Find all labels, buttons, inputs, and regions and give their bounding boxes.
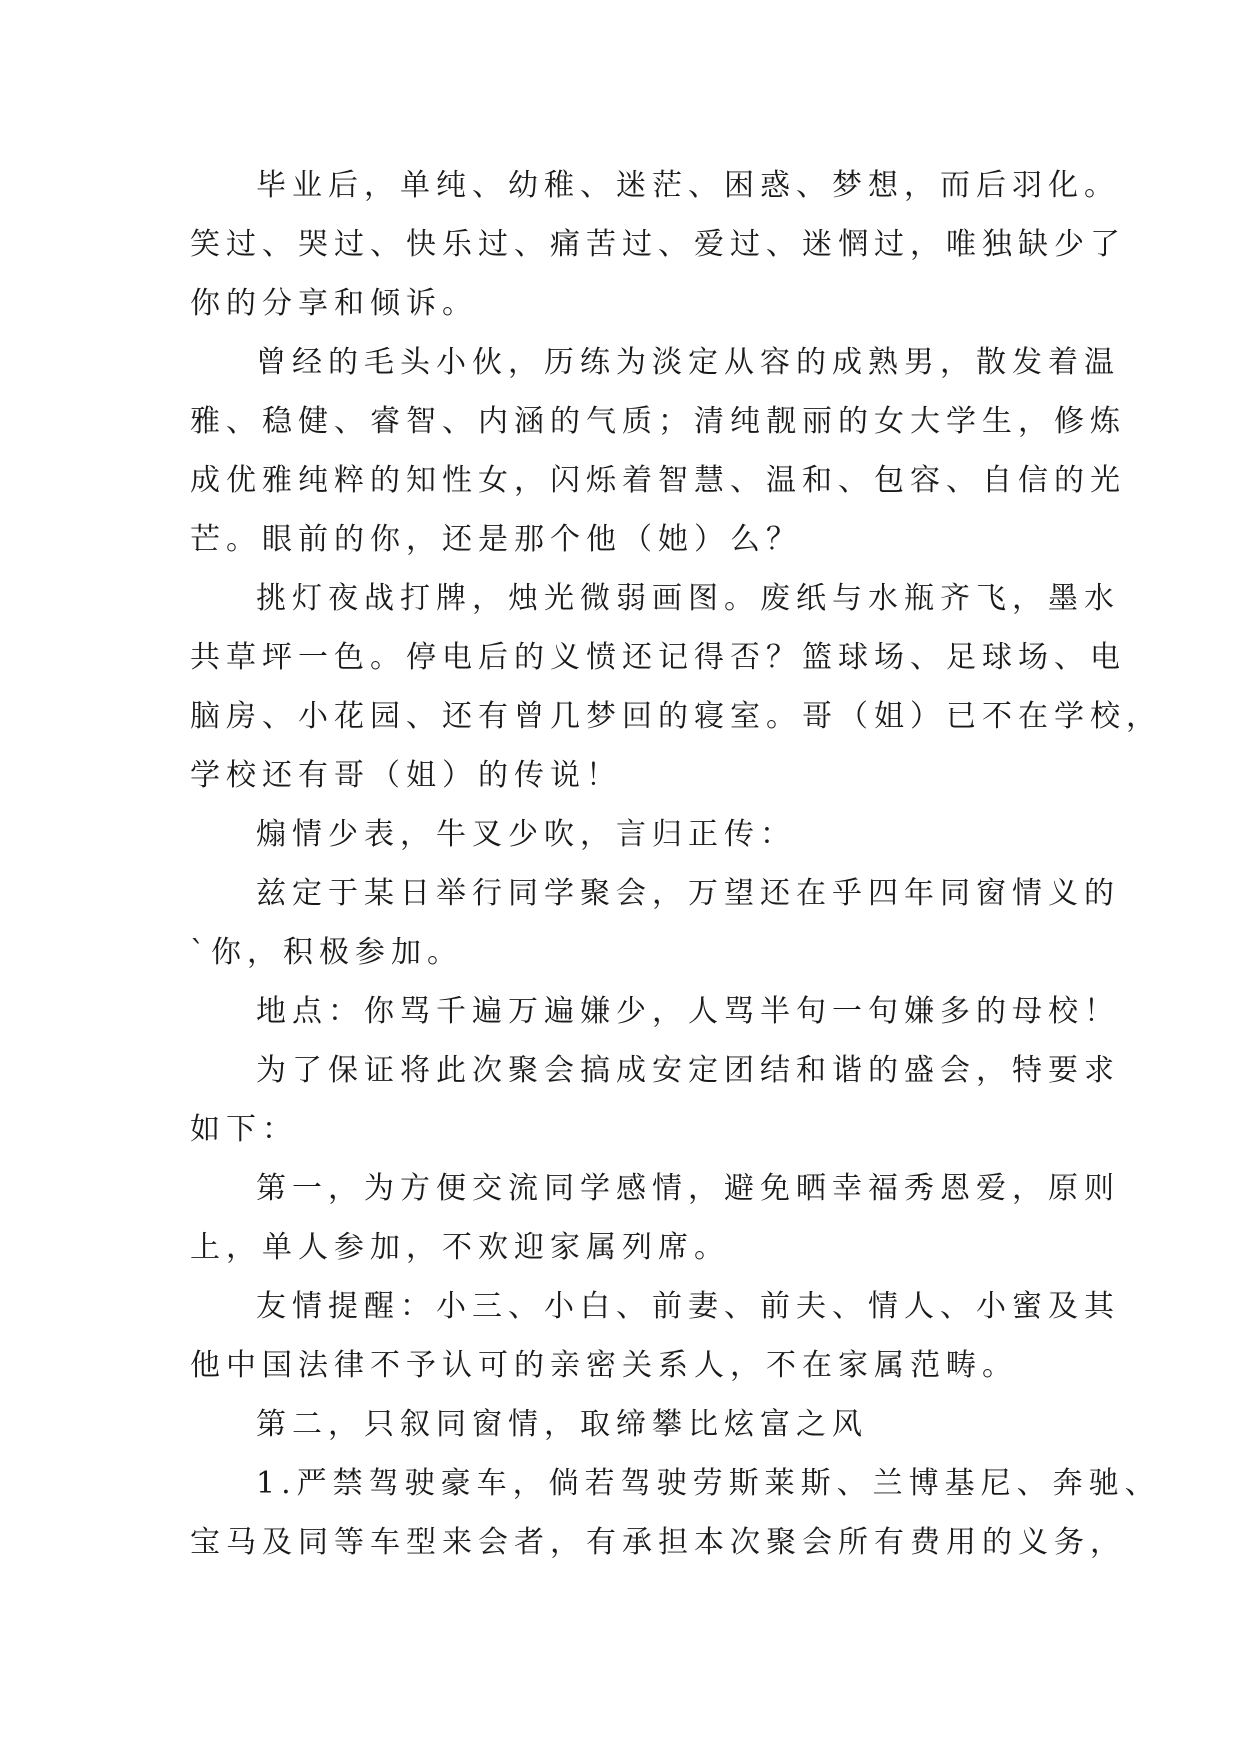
text-line: 友情提醒：小三、小白、前妻、前夫、情人、小蜜及其: [256, 1289, 1120, 1324]
text-line: 第二，只叙同窗情，取缔攀比炫富之风: [256, 1407, 868, 1442]
text-line: 共草坪一色。停电后的义愤还记得否？篮球场、足球场、电: [190, 640, 1126, 675]
text-line: 曾经的毛头小伙，历练为淡定从容的成熟男，散发着温: [256, 345, 1120, 380]
document-body: [190, 156, 1162, 1572]
text-line: 如下：: [190, 1112, 298, 1147]
text-line: 1.严禁驾驶豪车，倘若驾驶劳斯莱斯、兰博基尼、奔驰、: [256, 1466, 1161, 1501]
text-line: `你，积极参加。: [190, 935, 463, 970]
text-line: 你的分享和倾诉。: [190, 286, 478, 321]
text-line: 挑灯夜战打牌，烛光微弱画图。废纸与水瓶齐飞，墨水: [256, 581, 1120, 616]
text-line: 雅、稳健、睿智、内涵的气质；清纯靓丽的女大学生，修炼: [190, 404, 1126, 439]
text-line: 宝马及同等车型来会者，有承担本次聚会所有费用的义务，: [190, 1525, 1126, 1560]
text-line: 学校还有哥（姐）的传说！: [190, 758, 622, 793]
text-line: 煽情少表，牛叉少吹，言归正传：: [256, 817, 796, 852]
text-line: 上，单人参加，不欢迎家属列席。: [190, 1230, 730, 1265]
text-line: 为了保证将此次聚会搞成安定团结和谐的盛会，特要求: [256, 1053, 1120, 1088]
text-line: 成优雅纯粹的知性女，闪烁着智慧、温和、包容、自信的光: [190, 463, 1126, 498]
text-line: 脑房、小花园、还有曾几梦回的寝室。哥（姐）已不在学校，: [190, 699, 1162, 734]
text-line: 笑过、哭过、快乐过、痛苦过、爱过、迷惘过，唯独缺少了: [190, 227, 1126, 262]
text-line: 第一，为方便交流同学感情，避免晒幸福秀恩爱，原则: [256, 1171, 1120, 1206]
text-line: 地点：你骂千遍万遍嫌少，人骂半句一句嫌多的母校！: [256, 994, 1120, 1029]
text-line: 兹定于某日举行同学聚会，万望还在乎四年同窗情义的: [256, 876, 1120, 911]
text-line: 毕业后，单纯、幼稚、迷茫、困惑、梦想，而后羽化。: [256, 168, 1120, 203]
text-line: 芒。眼前的你，还是那个他（她）么？: [190, 522, 802, 557]
text-line: 他中国法律不予认可的亲密关系人，不在家属范畴。: [190, 1348, 1018, 1383]
